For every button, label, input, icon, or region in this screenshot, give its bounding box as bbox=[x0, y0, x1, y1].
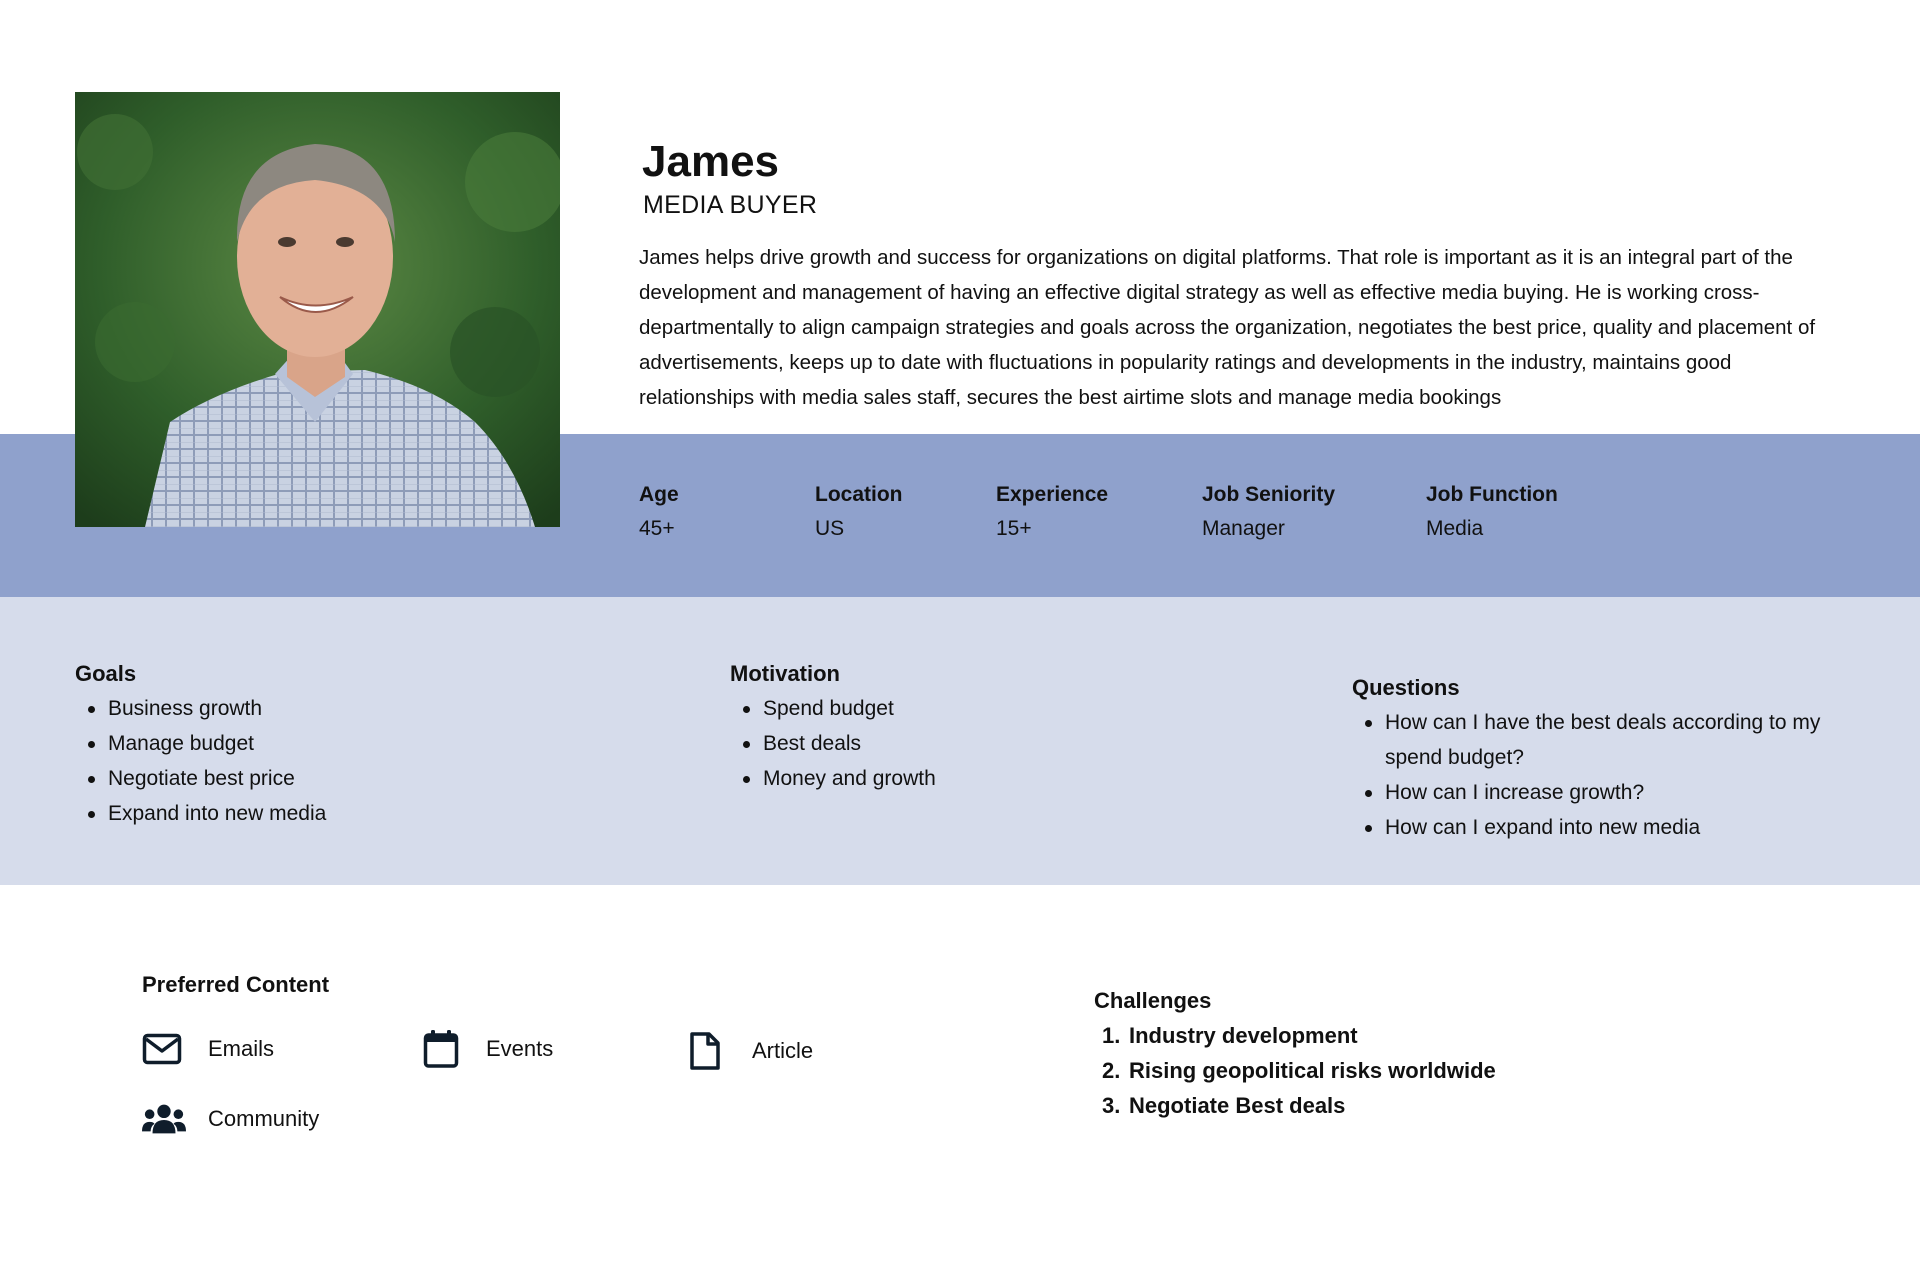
item-number: 1. bbox=[1102, 1023, 1121, 1048]
persona-name: James bbox=[642, 137, 780, 186]
preferred-item-label: Events bbox=[486, 1036, 554, 1061]
users-icon bbox=[142, 1099, 186, 1139]
item-text: Industry development bbox=[1129, 1023, 1358, 1048]
goals-title: Goals bbox=[75, 661, 137, 686]
document-icon bbox=[689, 1031, 733, 1071]
goals-list bbox=[75, 691, 675, 831]
stat-job-function bbox=[1426, 478, 1558, 546]
preferred-content-title: Preferred Content bbox=[142, 972, 330, 997]
list-item: Business growth bbox=[75, 691, 675, 726]
list-item: How can I increase growth? bbox=[1352, 775, 1842, 810]
portrait-illustration bbox=[75, 92, 560, 527]
stat-value: 15+ bbox=[996, 517, 1032, 540]
item-text: Rising geopolitical risks worldwide bbox=[1129, 1058, 1496, 1083]
list-item: How can I expand into new media bbox=[1352, 810, 1842, 845]
stat-location bbox=[815, 478, 903, 546]
goals-section bbox=[75, 657, 675, 831]
stat-label: Location bbox=[815, 483, 903, 506]
preferred-item-article bbox=[689, 1031, 889, 1071]
stat-label: Age bbox=[639, 483, 679, 506]
stat-value: US bbox=[815, 517, 845, 540]
preferred-item-emails bbox=[142, 1029, 342, 1069]
preferred-item-events bbox=[423, 1029, 623, 1069]
challenges-title: Challenges bbox=[1094, 988, 1212, 1013]
list-item: Expand into new media bbox=[75, 796, 675, 831]
list-item: How can I have the best deals according to my spend budget? bbox=[1352, 705, 1842, 775]
motivation-title: Motivation bbox=[730, 661, 840, 686]
questions-title: Questions bbox=[1352, 675, 1460, 700]
challenges-list bbox=[1094, 1018, 1496, 1123]
preferred-item-label: Emails bbox=[208, 1036, 275, 1061]
profile-photo bbox=[75, 92, 560, 527]
stat-label: Job Function bbox=[1426, 483, 1558, 506]
list-item: Best deals bbox=[730, 726, 1290, 761]
questions-section bbox=[1352, 671, 1842, 845]
list-item: Money and growth bbox=[730, 761, 1290, 796]
envelope-icon bbox=[142, 1029, 186, 1069]
list-item: Negotiate best price bbox=[75, 761, 675, 796]
stat-label: Experience bbox=[996, 483, 1109, 506]
questions-list bbox=[1352, 705, 1842, 845]
stat-age bbox=[639, 478, 679, 546]
motivation-section bbox=[730, 657, 1290, 796]
item-text: Negotiate Best deals bbox=[1129, 1093, 1346, 1118]
list-item bbox=[1094, 1018, 1496, 1053]
list-item bbox=[1094, 1053, 1496, 1088]
item-number: 3. bbox=[1102, 1093, 1121, 1118]
stat-value: Media bbox=[1426, 517, 1484, 540]
item-number: 2. bbox=[1102, 1058, 1121, 1083]
list-item: Spend budget bbox=[730, 691, 1290, 726]
stat-job-seniority bbox=[1202, 478, 1335, 546]
stat-experience bbox=[996, 478, 1108, 546]
preferred-item-community bbox=[142, 1099, 402, 1139]
stat-value: Manager bbox=[1202, 517, 1285, 540]
preferred-item-label: Community bbox=[208, 1106, 320, 1131]
list-item: Manage budget bbox=[75, 726, 675, 761]
stat-value: 45+ bbox=[639, 517, 675, 540]
persona-bio: James helps drive growth and success for organizations on digital platforms. That role is important as it is an integral part of the development and management of having an effective digital strategy as well as effective media buying. He is working cross-departmentally to align campaign strategies and goals across the organization, negotiates the best price, quality and placement of advertisements, keeps up to date with fluctuations in popularity ratings and developments in the industry, maintains good relationships with media sales staff, secures the best airtime slots and manage media bookings bbox=[639, 246, 1816, 409]
challenges-section bbox=[1094, 984, 1496, 1123]
list-item bbox=[1094, 1088, 1496, 1123]
preferred-item-label: Article bbox=[752, 1038, 814, 1063]
calendar-icon bbox=[423, 1029, 467, 1069]
motivation-list bbox=[730, 691, 1290, 796]
stat-label: Job Seniority bbox=[1202, 483, 1336, 506]
persona-role: MEDIA BUYER bbox=[643, 191, 818, 219]
